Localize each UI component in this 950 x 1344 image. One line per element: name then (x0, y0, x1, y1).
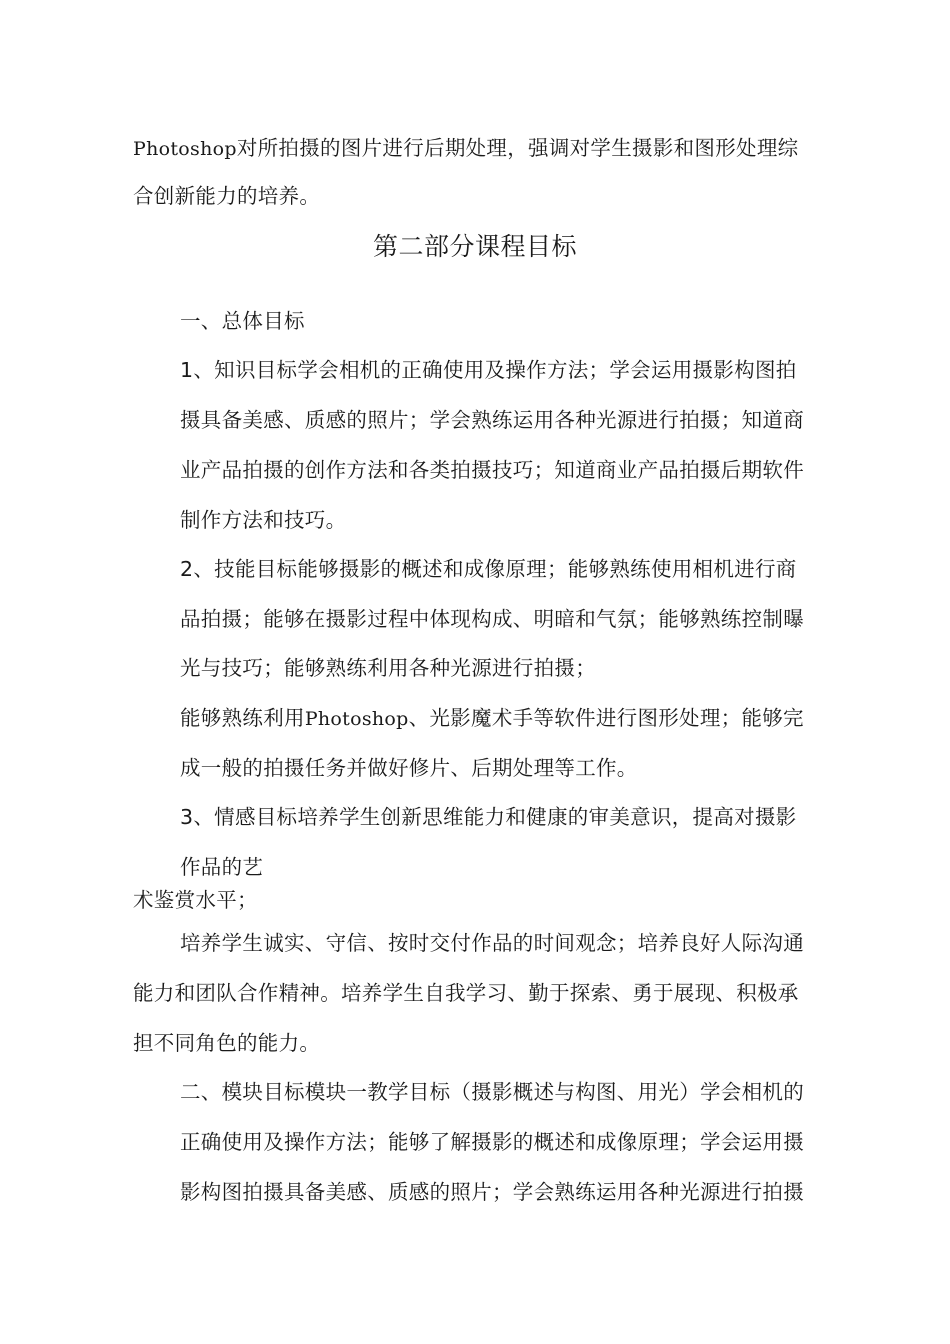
skill-goal-line-1: 2、技能目标能够摄影的概述和成像原理；能够熟练使用相机进行商 (180, 557, 797, 581)
knowledge-goal-line-1: 1、知识目标学会相机的正确使用及操作方法；学会运用摄影构图拍 (180, 358, 797, 382)
skill-goal-line-4 (180, 704, 804, 733)
skill-goal-line-3: 光与技巧；能够熟练利用各种光源进行拍摄； (180, 656, 596, 680)
skill-goal-line-5: 成一般的拍摄任务并做好修片、后期处理等工作。 (180, 756, 638, 780)
emotion-goal-line-1: 3、情感目标培养学生创新思维能力和健康的审美意识，提高对摄影 (180, 805, 797, 829)
skill-goal-line-2: 品拍摄；能够在摄影过程中体现构成、明暗和气氛；能够熟练控制曝 (180, 607, 804, 631)
module-goal-line-1: 二、模块目标模块一教学目标（摄影概述与构图、用光）学会相机的 (180, 1080, 804, 1104)
intro-line-1-text: 对所拍摄的图片进行后期处理，强调对学生摄影和图形处理综 (236, 136, 799, 160)
intro-line-2: 合创新能力的培养。 (133, 184, 321, 208)
skill-goal-line-4-pre: 能够熟练利用 (180, 706, 305, 730)
skill-goal-line-4-post: 、光影魔术手等软件进行图形处理；能够完 (408, 706, 804, 730)
emotion-goal-line-4: 培养学生诚实、守信、按时交付作品的时间观念；培养良好人际沟通 (180, 931, 804, 955)
knowledge-goal-line-3: 业产品拍摄的创作方法和各类拍摄技巧；知道商业产品拍摄后期软件 (180, 458, 804, 482)
skill-goal-latin-word: Photoshop (304, 708, 409, 730)
knowledge-goal-line-2: 摄具备美感、质感的照片；学会熟练运用各种光源进行拍摄；知道商 (180, 408, 804, 432)
emotion-goal-line-5: 能力和团队合作精神。培养学生自我学习、勤于探索、勇于展现、积极承 (133, 981, 799, 1005)
knowledge-goal-line-4: 制作方法和技巧。 (180, 508, 347, 532)
intro-latin-word: Photoshop (133, 138, 237, 160)
emotion-goal-line-2: 作品的艺 (180, 855, 264, 879)
overall-goals-title: 一、总体目标 (180, 309, 305, 333)
module-goal-line-3: 影构图拍摄具备美感、质感的照片；学会熟练运用各种光源进行拍摄 (180, 1180, 804, 1204)
emotion-goal-line-3: 术鉴赏水平； (133, 888, 258, 912)
intro-line-1 (133, 134, 798, 163)
emotion-goal-line-6: 担不同角色的能力。 (133, 1031, 321, 1055)
module-goal-line-2: 正确使用及操作方法；能够了解摄影的概述和成像原理；学会运用摄 (180, 1130, 804, 1154)
section-heading: 第二部分课程目标 (372, 232, 577, 261)
